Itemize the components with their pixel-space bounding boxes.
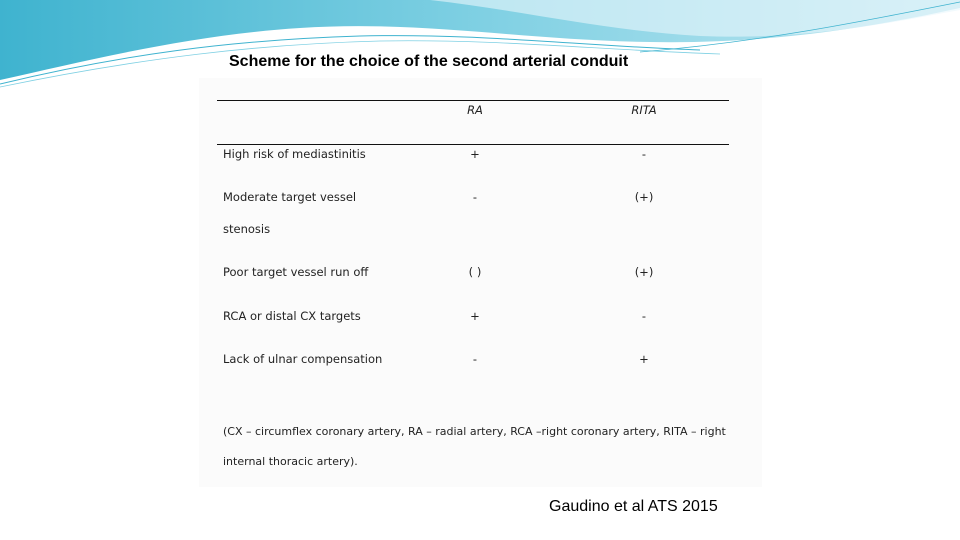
row-criterion: RCA or distal CX targets (223, 309, 361, 323)
row-ra-value: ( ) (468, 265, 482, 279)
row-ra-value: + (470, 147, 480, 161)
table-header-rule (217, 144, 729, 145)
row-rita-value: (+) (634, 190, 654, 204)
row-rita-value: - (641, 147, 647, 161)
column-header-ra: RA (467, 103, 483, 117)
row-ra-value: - (472, 352, 478, 366)
row-rita-value: - (641, 309, 647, 323)
row-criterion: High risk of mediastinitis (223, 147, 366, 161)
row-criterion: Moderate target vessel (223, 190, 357, 204)
citation: Gaudino et al ATS 2015 (549, 498, 718, 515)
table-footnote: (CX – circumflex coronary artery, RA – radial artery, RCA –right coronary artery, RITA – right (223, 425, 726, 438)
row-rita-value: (+) (634, 265, 654, 279)
row-criterion-continued: stenosis (223, 222, 271, 236)
column-header-rita: RITA (631, 103, 657, 117)
table-footnote-continued: internal thoracic artery). (223, 455, 358, 468)
row-criterion: Poor target vessel run off (223, 265, 369, 279)
row-criterion: Lack of ulnar compensation (223, 352, 383, 366)
slide-title: Scheme for the choice of the second arterial conduit (229, 53, 629, 70)
header-wave-decoration (0, 0, 960, 90)
row-ra-value: - (472, 190, 478, 204)
row-rita-value: + (639, 352, 649, 366)
table-top-rule (217, 100, 729, 101)
row-ra-value: + (470, 309, 480, 323)
